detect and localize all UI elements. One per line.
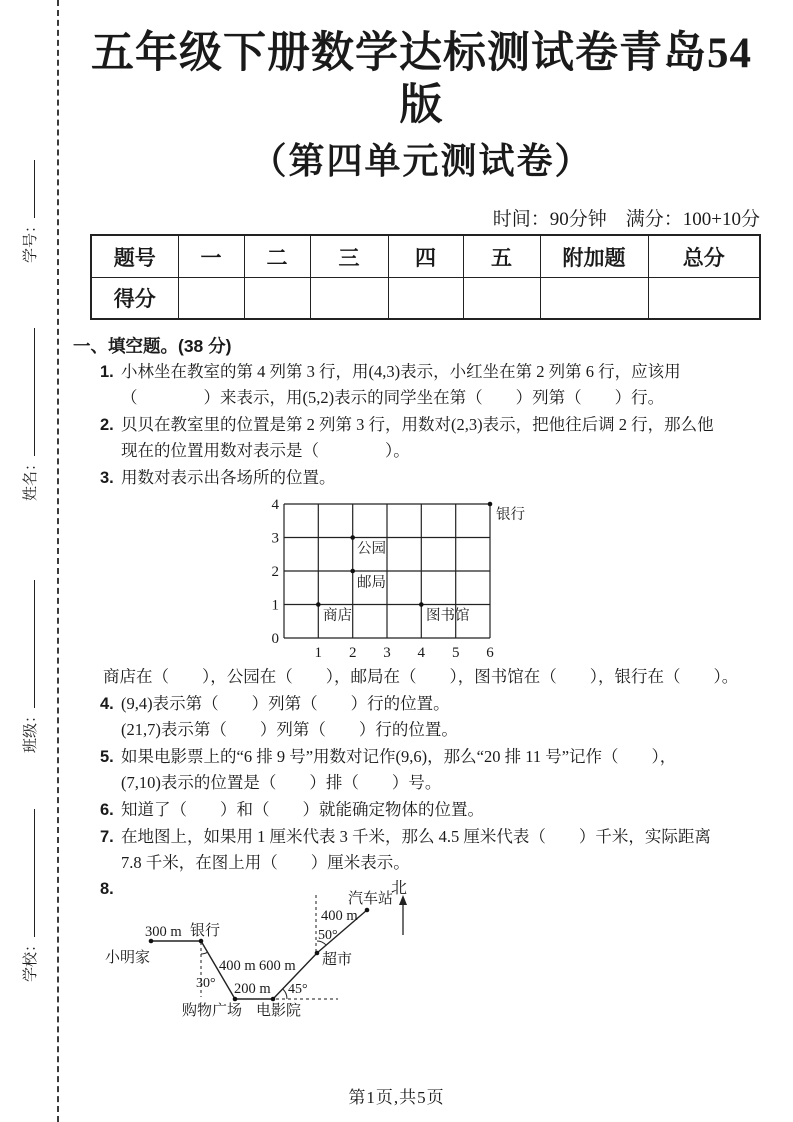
question-4 [100,691,770,743]
coordinate-grid-figure [270,494,540,662]
north-label: 北 [391,880,408,898]
y-axis-tick: 3 [271,530,279,547]
market-label: 超市 [322,952,353,969]
grid-point-shop [316,603,321,608]
grid-label-library: 图书馆 [426,608,470,625]
x-axis-tick: 2 [348,645,357,662]
name-label: 姓名： [23,455,39,501]
distance-home-bank: 300 m [145,924,182,941]
distance-market-station: 400 m [321,908,358,925]
grid-label-park: 公园 [357,541,386,558]
score-table-header-cell: 总分 [648,235,760,277]
class-label: 班级： [23,707,39,753]
question-6-number: 6. [100,801,114,820]
main-content [73,0,770,1030]
score-table-header-cell: 一 [178,235,244,277]
plaza-label: 购物广场 [182,1003,243,1020]
bank-angle-arc [201,953,208,955]
score-table-header-cell: 二 [244,235,310,277]
x-axis-tick: 5 [451,645,460,662]
grid-label-shop: 商店 [323,608,352,625]
home-label: 小明家 [105,950,151,967]
score-table-header-cell: 五 [463,235,540,277]
y-axis-tick: 0 [271,631,279,648]
school-blank-line [31,809,35,937]
bank-point [199,939,204,944]
question-6-line-1: 知道了（ ）和（ ）就能确定物体的位置。 [121,800,484,820]
sidebar-field-school [19,806,41,982]
route-map-figure [100,880,445,1030]
question-8-number: 8. [100,880,114,899]
score-table [90,234,761,320]
bank-label: 银行 [190,923,221,940]
distance-plaza-cinema: 200 m [234,981,271,998]
grid-point-park [350,536,355,541]
question-2-line-1: 贝贝在教室里的位置是第 2 列第 3 行，用数对(2,3)表示，把他往后调 2 行，那么他 [121,415,714,435]
section-1-heading: 一、填空题。(38 分) [73,336,232,357]
question-2 [100,412,770,464]
school-label: 学校： [23,936,39,982]
score-cell-empty [178,277,244,319]
page-subtitle: （第四单元测试卷） [250,141,593,182]
question-4-line-2: (21,7)表示第（ ）列第（ ）行的位置。 [121,720,458,740]
sidebar-field-class [19,577,41,753]
class-blank-line [31,580,35,708]
y-axis-tick: 1 [271,597,279,614]
question-3-answer-line: 商店在（ ），公园在（ ），邮局在（ ），图书馆在（ ），银行在（ ）。 [103,667,739,687]
station-label: 汽车站 [348,891,394,908]
score-table-header-cell: 三 [310,235,388,277]
score-table-header-cell: 题号 [91,235,178,277]
name-blank-line [31,328,35,456]
score-table-header-row [91,235,760,277]
x-axis-tick: 1 [314,645,323,662]
grid-point-post-office [350,569,355,574]
x-axis-tick: 4 [417,645,426,662]
y-axis-tick: 4 [271,497,279,514]
question-5-number: 5. [100,748,114,767]
x-axis-tick: 6 [486,645,494,662]
student-no-blank-line [31,160,35,218]
grid-point-library [419,603,424,608]
student-no-label: 学号： [23,217,39,263]
plaza-point [233,997,238,1002]
score-row-label: 得分 [91,277,178,319]
score-table-header-cell: 附加题 [540,235,648,277]
score-cell-empty [388,277,463,319]
question-4-line-1: (9,4)表示第（ ）列第（ ）行的位置。 [121,694,450,714]
grid-label-bank: 银行 [496,507,525,524]
y-axis-tick: 2 [271,564,279,581]
question-7-number: 7. [100,828,114,847]
question-1 [100,359,770,411]
question-1-line-1: 小林坐在教室的第 4 列第 3 行，用(4,3)表示，小红坐在第 2 列第 6 行，应该用 [121,362,681,382]
question-2-line-2: 现在的位置用数对表示是（ ）。 [121,441,410,461]
time-and-score-meta: 时间：90分钟 满分：100+10分 [492,209,760,231]
question-5-line-1: 如果电影票上的“6 排 9 号”用数对记作(9,6)，那么“20 排 11 号”记作（ ）， [121,747,677,767]
page-title: 五年级下册数学达标测试卷青岛54版 [91,30,752,129]
score-cell-empty [244,277,310,319]
question-1-number: 1. [100,363,114,382]
station-point [365,908,370,913]
sidebar-field-name [19,325,41,501]
score-cell-empty [310,277,388,319]
question-7-line-2: 7.8 千米，在图上用（ ）厘米表示。 [121,853,410,873]
question-1-line-2: （ ）来表示，用(5,2)表示的同学坐在第（ ）列第（ ）行。 [121,388,665,408]
distance-bank-plaza: 400 m [219,958,256,975]
grid-label-post-office: 邮局 [357,575,386,592]
question-4-number: 4. [100,695,114,714]
question-2-number: 2. [100,416,114,435]
question-5-line-2: (7,10)表示的位置是（ ）排（ ）号。 [121,773,442,793]
market-point [315,951,320,956]
question-6 [100,797,770,823]
x-axis-tick: 3 [383,645,391,662]
cinema-point [271,997,276,1002]
distance-cinema-market: 600 m [259,958,296,975]
question-7-line-1: 在地图上，如果用 1 厘米代表 3 千米，那么 4.5 厘米代表（ ）千米，实际距离 [121,827,711,847]
angle-market-label: 50° [318,928,338,944]
question-8 [73,880,770,1030]
score-table-header-cell: 四 [388,235,463,277]
angle-cinema-label: 45° [288,982,308,998]
question-3-number: 3. [100,469,114,488]
question-7 [100,824,770,876]
fold-cut-line [57,0,59,1122]
sidebar-field-student-no [19,153,41,263]
angle-bank-label: 30° [196,976,216,992]
question-3-line-1: 用数对表示出各场所的位置。 [121,468,336,488]
question-5 [100,744,770,796]
score-cell-empty [463,277,540,319]
cinema-angle-arc [283,989,287,999]
page-number-footer: 第1页,共5页 [348,1088,445,1107]
score-cell-empty [540,277,648,319]
score-cell-empty [648,277,760,319]
grid-point-bank [488,502,493,507]
score-table-score-row [91,277,760,319]
question-3 [100,465,770,491]
cinema-label: 电影院 [256,1003,302,1020]
